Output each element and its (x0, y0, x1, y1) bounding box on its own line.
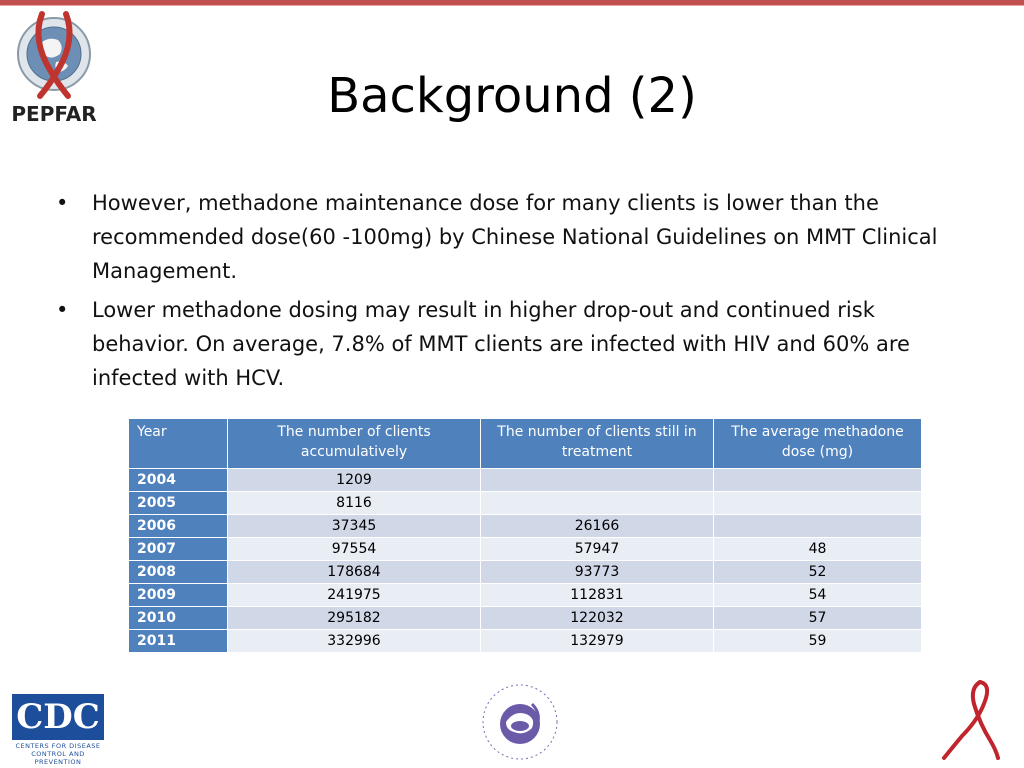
cdc-subtitle-line2: CONTROL AND PREVENTION (31, 750, 85, 766)
table-row (129, 584, 922, 607)
bullet-glyph: • (56, 298, 69, 322)
cell-in-treatment (481, 492, 714, 515)
cdc-wordmark: CDC (12, 694, 104, 740)
pepfar-wordmark: PEPFAR (11, 102, 97, 126)
cell-accumulative: 37345 (228, 515, 481, 538)
table-row (129, 469, 922, 492)
cell-year: 2007 (129, 538, 228, 561)
table-row (129, 630, 922, 653)
cell-average-dose (714, 469, 922, 492)
cdc-subtitle-line1: CENTERS FOR DISEASE (15, 742, 101, 750)
bullet-item (52, 186, 972, 288)
cell-average-dose: 54 (714, 584, 922, 607)
cell-year: 2009 (129, 584, 228, 607)
cell-year: 2011 (129, 630, 228, 653)
cdc-subtitle (12, 742, 104, 766)
china-cdc-seal-icon (480, 682, 560, 762)
bullet-glyph: • (56, 191, 69, 215)
table-row (129, 492, 922, 515)
mmt-data-table (128, 418, 922, 653)
table-row (129, 607, 922, 630)
header-year: Year (129, 419, 228, 469)
cell-year: 2005 (129, 492, 228, 515)
cell-accumulative: 332996 (228, 630, 481, 653)
red-ribbon-logo (940, 678, 1004, 762)
top-accent-rule-thin (0, 5, 1024, 6)
cell-in-treatment: 26166 (481, 515, 714, 538)
cell-average-dose: 59 (714, 630, 922, 653)
header-clients-accumulatively: The number of clients accumulatively (228, 419, 481, 469)
china-cdc-logo (480, 682, 560, 762)
cell-in-treatment (481, 469, 714, 492)
cell-accumulative: 8116 (228, 492, 481, 515)
cell-year: 2004 (129, 469, 228, 492)
cell-year: 2006 (129, 515, 228, 538)
slide-title: Background (2) (327, 68, 697, 124)
bullet-list (52, 186, 972, 400)
bullet-text: However, methadone maintenance dose for many clients is lower than the recommended dose(60 -100mg) by Chinese National Guidelines on MMT Clinical Management. (92, 191, 938, 283)
cell-average-dose: 52 (714, 561, 922, 584)
cell-year: 2008 (129, 561, 228, 584)
bullet-text: Lower methadone dosing may result in higher drop-out and continued risk behavior. On average, 7.8% of MMT clients are infected with HIV and 60% are infected with HCV. (92, 298, 910, 390)
bullet-item (52, 293, 972, 395)
cell-average-dose (714, 515, 922, 538)
cell-in-treatment: 57947 (481, 538, 714, 561)
cell-accumulative: 295182 (228, 607, 481, 630)
table-row (129, 538, 922, 561)
header-average-dose: The average methadone dose (mg) (714, 419, 922, 469)
cell-average-dose: 57 (714, 607, 922, 630)
cell-average-dose: 48 (714, 538, 922, 561)
cell-accumulative: 97554 (228, 538, 481, 561)
table-row (129, 561, 922, 584)
cell-in-treatment: 132979 (481, 630, 714, 653)
cell-in-treatment: 93773 (481, 561, 714, 584)
cell-average-dose (714, 492, 922, 515)
cell-accumulative: 241975 (228, 584, 481, 607)
cell-in-treatment: 112831 (481, 584, 714, 607)
table-header-row (129, 419, 922, 469)
cell-in-treatment: 122032 (481, 607, 714, 630)
red-ribbon-icon (940, 678, 1004, 762)
cdc-logo (12, 694, 104, 766)
cell-accumulative: 1209 (228, 469, 481, 492)
table-row (129, 515, 922, 538)
header-clients-in-treatment: The number of clients still in treatment (481, 419, 714, 469)
cell-accumulative: 178684 (228, 561, 481, 584)
cell-year: 2010 (129, 607, 228, 630)
